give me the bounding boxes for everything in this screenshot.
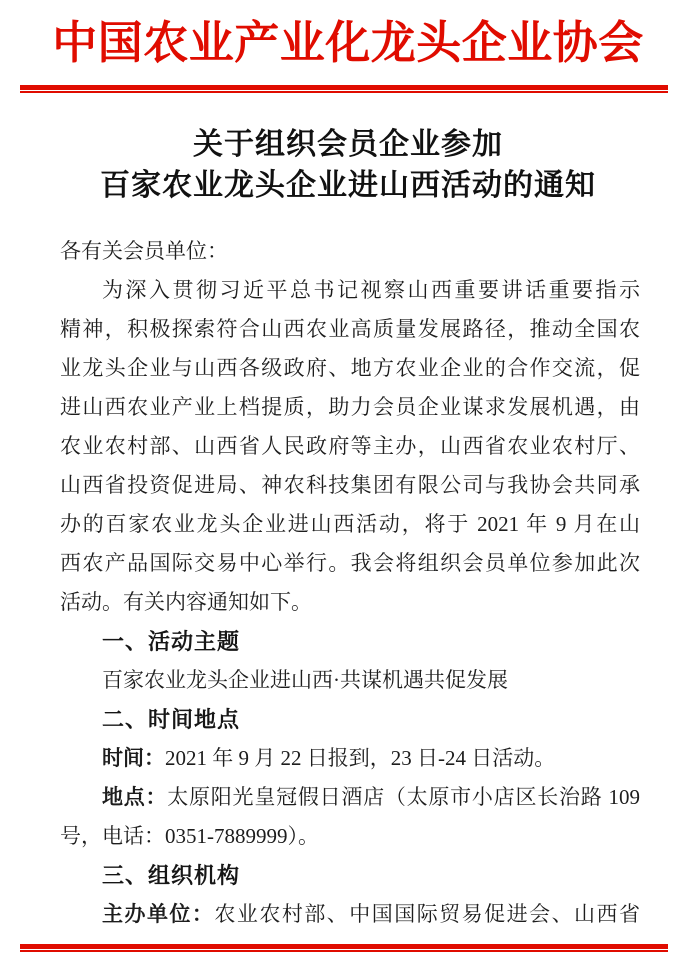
notice-body <box>60 232 640 934</box>
line-text: 进山西农业产业上档提质，助力会员企业谋求发展机遇，由 <box>60 395 640 419</box>
text-line <box>60 856 640 895</box>
text-line <box>60 895 640 934</box>
line-text: 农业农村部、山西省人民政府等主办，山西省农业农村厅、 <box>60 434 640 458</box>
line-text: 一、活动主题 <box>102 629 241 654</box>
footer-double-rule <box>20 944 668 952</box>
line-label: 地点： <box>102 785 168 809</box>
notice-title-line1: 关于组织会员企业参加 <box>193 128 503 161</box>
line-text: 为深入贯彻习近平总书记视察山西重要讲话重要指示 <box>102 278 640 302</box>
text-line <box>60 232 640 271</box>
notice-title-line2: 百家农业龙头企业进山西活动的通知 <box>100 169 596 202</box>
line-text: 山西省投资促进局、神农科技集团有限公司与我协会共同承 <box>60 473 640 497</box>
line-text: 各有关会员单位： <box>60 239 228 263</box>
org-name-header: 中国农业产业化龙头企业协会 <box>52 18 644 68</box>
notice-title <box>0 124 696 206</box>
text-line <box>60 427 640 466</box>
text-line <box>60 661 640 700</box>
line-text: 农业农村部、中国国际贸易促进会、山西省 <box>214 902 641 926</box>
line-text: 2021 年 9 月 22 日报到，23 日-24 日活动。 <box>165 746 556 770</box>
line-text: 二、时间地点 <box>102 707 241 732</box>
line-text: 办的百家农业龙头企业进山西活动，将于 2021 年 9 月在山 <box>60 512 640 536</box>
text-line <box>60 505 640 544</box>
text-line <box>60 466 640 505</box>
line-text: 百家农业龙头企业进山西·共谋机遇共促发展 <box>102 668 508 692</box>
text-line <box>60 544 640 583</box>
text-line <box>60 388 640 427</box>
text-line <box>60 739 640 778</box>
text-line <box>60 583 640 622</box>
line-text: 三、组织机构 <box>102 863 241 888</box>
text-line <box>60 310 640 349</box>
header-double-rule <box>20 85 668 93</box>
line-text: 号，电话：0351-7889999）。 <box>60 824 319 848</box>
line-text: 精神，积极探索符合山西农业高质量发展路径，推动全国农 <box>60 317 640 341</box>
text-line <box>60 622 640 661</box>
line-text: 西农产品国际交易中心举行。我会将组织会员单位参加此次 <box>60 551 640 575</box>
line-text: 太原阳光皇冠假日酒店（太原市小店区长治路 109 <box>167 785 640 809</box>
text-line <box>60 817 640 856</box>
text-line <box>60 700 640 739</box>
text-line <box>60 778 640 817</box>
line-label: 时间： <box>102 746 165 770</box>
text-line <box>60 271 640 310</box>
line-text: 业龙头企业与山西各级政府、地方农业企业的合作交流，促 <box>60 356 640 380</box>
text-line <box>60 349 640 388</box>
line-label: 主办单位： <box>102 902 215 926</box>
line-text: 活动。有关内容通知如下。 <box>60 590 312 614</box>
